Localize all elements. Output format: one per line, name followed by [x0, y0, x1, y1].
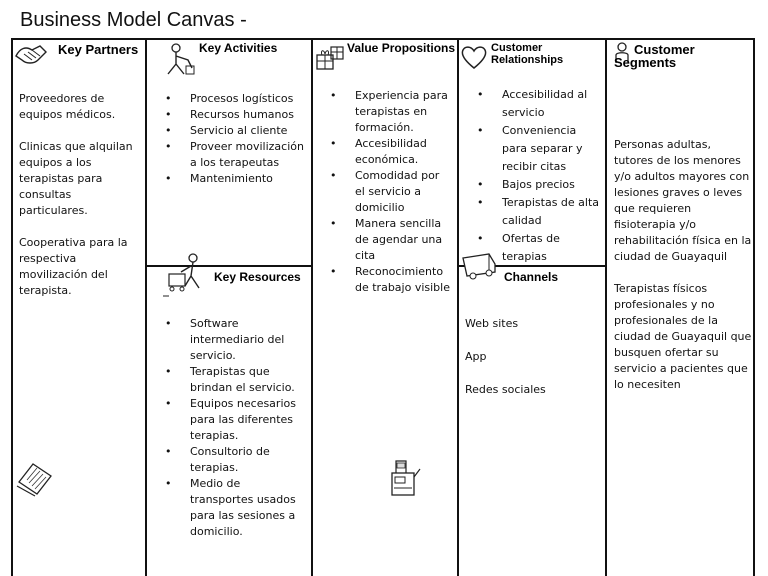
worker-cart-icon	[163, 252, 207, 298]
gift-boxes-icon	[314, 41, 346, 73]
divider	[457, 38, 459, 576]
customer-relationships-header	[491, 42, 563, 66]
list-item: App	[465, 350, 487, 363]
truck-icon	[461, 250, 503, 280]
list-item: • Procesos logísticos	[190, 91, 308, 107]
list-item: Redes sociales	[465, 383, 546, 396]
list-item: • Recursos humanos	[190, 107, 308, 123]
list-item: • Equipos necesarios para las diferentes terapias.	[190, 396, 306, 444]
list-item: Proveedores de equipos médicos.	[19, 92, 116, 121]
list-item: • Bajos precios	[502, 176, 602, 194]
key-resources-header: Key Resources	[214, 270, 301, 284]
list-item: • Mantenimiento	[190, 171, 308, 187]
list-item: • Medio de transportes usados para las sesiones a domicilio.	[190, 476, 306, 540]
customer-relationships-list	[502, 86, 602, 266]
key-activities-header: Key Activities	[199, 41, 278, 55]
list-item: • Manera sencilla de agendar una cita	[355, 216, 451, 264]
documents-icon	[15, 460, 55, 498]
list-item: • Experiencia para terapistas en formación.	[355, 88, 451, 136]
list-item: Personas adultas, tutores de los menores y/o adultos mayores con lesiones graves o leves que requieren fisioterapia y/o rehabilitación física en la ciudad de Guayaquil	[614, 138, 752, 263]
header-line: Customer	[491, 42, 543, 54]
list-item: • Servicio al cliente	[190, 123, 308, 139]
list-item: Cooperativa para la respectiva movilización del terapista.	[19, 236, 128, 297]
divider	[605, 38, 607, 576]
key-resources-list	[190, 316, 306, 540]
header-line: Relationships	[491, 54, 564, 66]
handshake-icon	[14, 42, 48, 68]
list-item: • Conveniencia para separar y recibir citas	[502, 122, 602, 176]
list-item: • Software intermediario del servicio.	[190, 316, 306, 364]
customer-segments-header	[614, 43, 695, 69]
divider	[145, 38, 147, 576]
page-title: Business Model Canvas -	[20, 9, 247, 31]
key-partners-header: Key Partners	[58, 42, 139, 57]
header-line: Customer	[634, 42, 695, 57]
key-partners-list	[19, 91, 141, 315]
list-item: • Accesibilidad al servicio	[502, 86, 602, 122]
list-item: • Ofertas de terapias	[502, 230, 602, 266]
list-item: • Reconocimiento de trabajo visible	[355, 264, 451, 296]
list-item: • Accesibilidad económica.	[355, 136, 451, 168]
customer-segments-list	[614, 137, 752, 409]
header-line: Segments	[614, 55, 677, 70]
divider	[311, 38, 313, 576]
list-item: • Comodidad por el servicio a domicilio	[355, 168, 451, 216]
list-item: • Terapistas que brindan el servicio.	[190, 364, 306, 396]
list-item: Terapistas físicos profesionales y no profesionales de la ciudad de Guayaquil que busquen ofertar su servicio a pacientes que lo necesiten	[614, 282, 752, 391]
list-item: Web sites	[465, 317, 519, 330]
list-item: • Consultorio de terapias.	[190, 444, 306, 476]
channels-list	[465, 316, 600, 398]
value-propositions-list	[355, 88, 451, 296]
key-activities-list	[190, 91, 308, 187]
worker-icon	[162, 42, 196, 78]
list-item: • Proveer movilización a los terapeutas	[190, 139, 308, 171]
channels-header: Channels	[504, 270, 559, 284]
value-propositions-header: Value Propositions	[347, 41, 456, 55]
list-item: Clinicas que alquilan equipos a los terapistas para consultas particulares.	[19, 140, 133, 217]
list-item: • Terapistas de alta calidad	[502, 194, 602, 230]
heart-icon	[460, 44, 488, 70]
cash-register-icon	[386, 455, 422, 499]
